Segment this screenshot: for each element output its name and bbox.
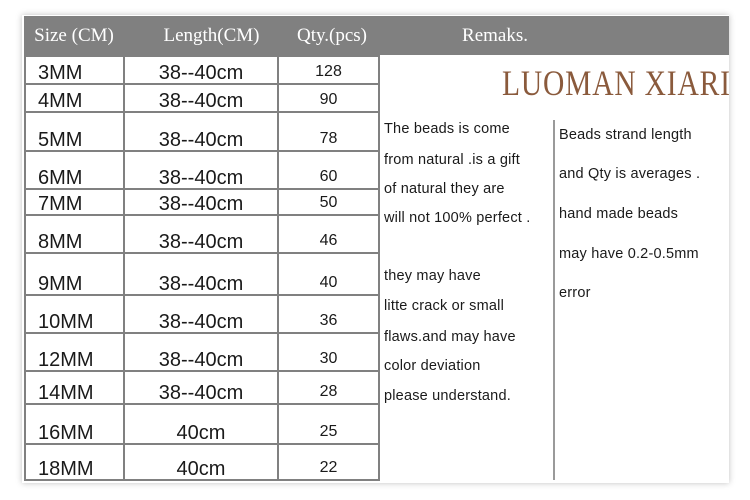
- table-cell-length: [125, 57, 277, 83]
- table-cell-qty: [279, 296, 378, 332]
- note-line: from natural .is a gift: [384, 152, 520, 168]
- header-qty: Qty.(pcs): [297, 25, 367, 46]
- table-cell-size: [26, 85, 123, 111]
- cell-text-length: 40cm: [176, 458, 226, 479]
- cell-text-length: 38--40cm: [158, 311, 244, 332]
- table-cell-size: [26, 57, 123, 83]
- note-line: they may have: [384, 268, 481, 284]
- cell-text-length: 38--40cm: [158, 273, 244, 294]
- cell-text-length: 38--40cm: [158, 382, 244, 403]
- note-line: may have 0.2-0.5mm: [559, 246, 699, 262]
- header-size: Size (CM): [34, 25, 114, 46]
- table-cell-size: [26, 113, 123, 150]
- table-cell-size: [26, 296, 123, 332]
- cell-text-size: 7MM: [38, 193, 83, 214]
- table-cell-size: [26, 334, 123, 370]
- brand-logo-text: LUOMAN XIARI: [502, 63, 731, 103]
- table-cell-qty: [279, 152, 378, 188]
- table-cell-length: [125, 85, 277, 111]
- table-cell-qty: [279, 216, 378, 252]
- table-cell-qty: [279, 254, 378, 294]
- cell-text-length: 38--40cm: [158, 231, 244, 252]
- cell-text-qty: 28: [319, 383, 338, 400]
- table-cell-size: [26, 445, 123, 479]
- table-cell-qty: [279, 334, 378, 370]
- table-cell-size: [26, 190, 123, 214]
- table-cell-length: [125, 216, 277, 252]
- note-line: color deviation: [384, 358, 481, 374]
- table-cell-length: [125, 113, 277, 150]
- cell-text-size: 18MM: [38, 458, 94, 479]
- size-table: [24, 55, 380, 481]
- cell-text-qty: 46: [319, 232, 338, 249]
- note-line: of natural they are: [384, 181, 505, 197]
- cell-text-qty: 78: [319, 130, 338, 147]
- remarks-divider: [553, 120, 555, 480]
- table-cell-length: [125, 334, 277, 370]
- table-cell-length: [125, 405, 277, 443]
- cell-text-length: 38--40cm: [158, 167, 244, 188]
- cell-text-length: 38--40cm: [158, 62, 244, 83]
- cell-text-qty: 25: [319, 423, 338, 440]
- cell-text-qty: 50: [319, 194, 338, 211]
- table-cell-qty: [279, 372, 378, 403]
- cell-text-size: 16MM: [38, 422, 94, 443]
- cell-text-size: 8MM: [38, 231, 83, 252]
- cell-text-size: 10MM: [38, 311, 94, 332]
- cell-text-qty: 128: [315, 63, 342, 80]
- note-line: will not 100% perfect .: [384, 210, 531, 226]
- table-cell-length: [125, 152, 277, 188]
- note-line: hand made beads: [559, 206, 679, 222]
- note-line: Beads strand length: [559, 127, 692, 143]
- cell-text-qty: 30: [319, 350, 338, 367]
- cell-text-length: 40cm: [176, 422, 226, 443]
- table-cell-size: [26, 152, 123, 188]
- table-cell-length: [125, 254, 277, 294]
- table-cell-size: [26, 254, 123, 294]
- note-line: error: [559, 285, 591, 301]
- table-cell-qty: [279, 57, 378, 83]
- cell-text-qty: 22: [319, 459, 338, 476]
- cell-text-size: 3MM: [38, 62, 83, 83]
- table-cell-length: [125, 190, 277, 214]
- header-length: Length(CM): [163, 25, 260, 46]
- table-cell-size: [26, 372, 123, 403]
- cell-text-qty: 60: [319, 168, 338, 185]
- cell-text-qty: 90: [319, 91, 338, 108]
- table-cell-qty: [279, 445, 378, 479]
- table-cell-length: [125, 445, 277, 479]
- cell-text-size: 5MM: [38, 129, 83, 150]
- cell-text-length: 38--40cm: [158, 90, 244, 111]
- note-line: litte crack or small: [384, 298, 505, 314]
- cell-text-length: 38--40cm: [158, 349, 244, 370]
- table-cell-length: [125, 296, 277, 332]
- note-line: The beads is come: [384, 121, 510, 137]
- cell-text-qty: 36: [319, 312, 338, 329]
- cell-text-size: 9MM: [38, 273, 83, 294]
- cell-text-size: 12MM: [38, 349, 94, 370]
- cell-text-size: 14MM: [38, 382, 94, 403]
- note-line: flaws.and may have: [384, 329, 516, 345]
- note-line: and Qty is averages .: [559, 166, 701, 182]
- cell-text-length: 38--40cm: [158, 129, 244, 150]
- note-line: please understand.: [384, 388, 511, 404]
- table-header: [24, 16, 729, 55]
- table-cell-size: [26, 405, 123, 443]
- table-cell-qty: [279, 113, 378, 150]
- table-cell-qty: [279, 85, 378, 111]
- cell-text-size: 4MM: [38, 90, 83, 111]
- cell-text-size: 6MM: [38, 167, 83, 188]
- cell-text-qty: 40: [319, 274, 338, 291]
- table-cell-qty: [279, 190, 378, 214]
- table-cell-length: [125, 372, 277, 403]
- header-remarks: Remaks.: [462, 25, 528, 46]
- table-cell-qty: [279, 405, 378, 443]
- table-cell-size: [26, 216, 123, 252]
- cell-text-length: 38--40cm: [158, 193, 244, 214]
